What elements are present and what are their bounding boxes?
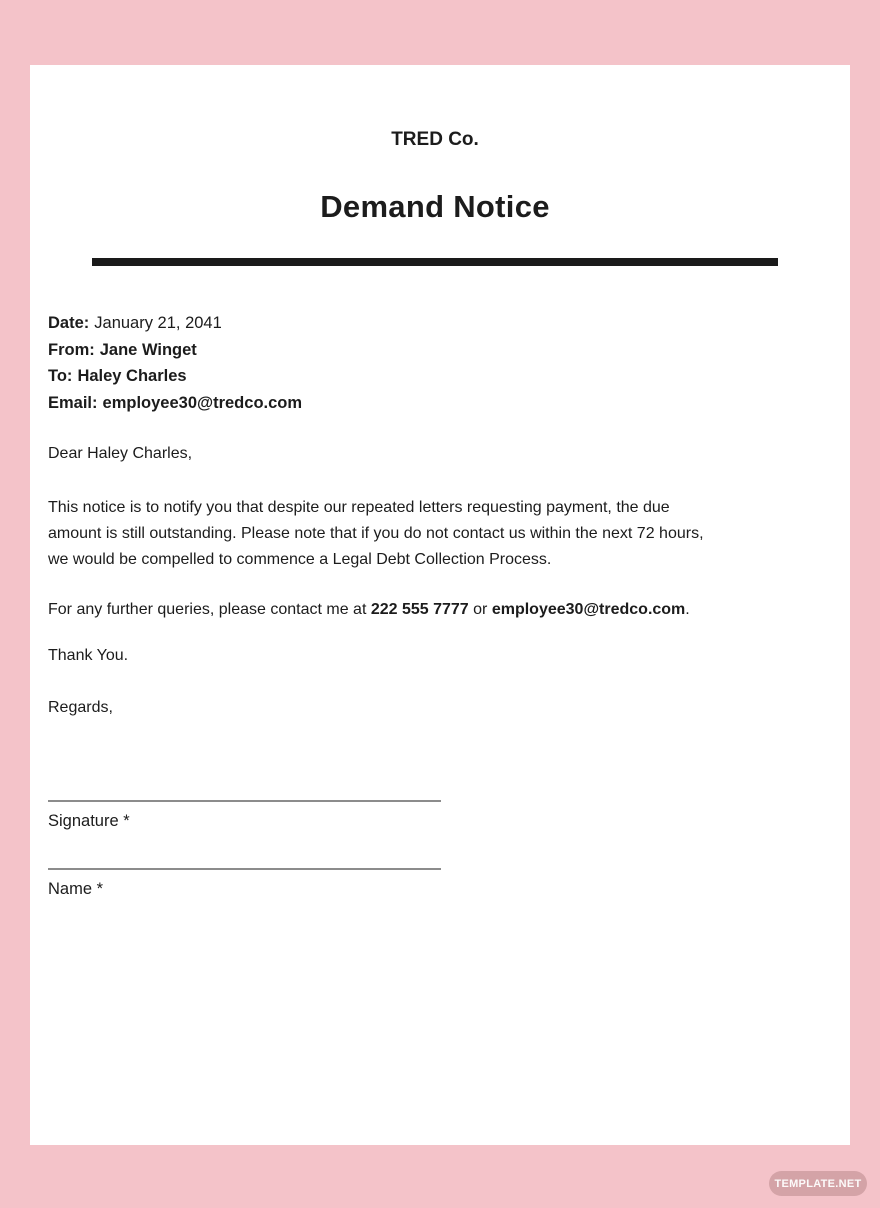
from-label: From: (48, 340, 95, 359)
contact-middle: or (468, 601, 492, 618)
email-label: Email: (48, 393, 98, 412)
salutation: Dear Haley Charles, (48, 445, 193, 462)
signature-line-field[interactable] (48, 800, 441, 802)
watermark-text: TEMPLATE.NET (774, 1177, 862, 1190)
signature-area (48, 800, 822, 834)
name-area (48, 868, 822, 902)
template-net-watermark-badge (769, 1171, 867, 1196)
contact-email: employee30@tredco.com (491, 601, 686, 618)
meta-date (48, 310, 822, 337)
date-value: January 21, 2041 (94, 314, 222, 332)
meta-email (48, 390, 822, 417)
header-rule-divider (92, 258, 778, 266)
contact-suffix: . (685, 601, 690, 618)
name-label: Name * (48, 880, 104, 898)
to-value: Haley Charles (77, 367, 187, 385)
meta-block (48, 310, 822, 416)
closing-text: Regards, (48, 699, 113, 716)
document-content (30, 65, 850, 902)
email-value: employee30@tredco.com (102, 393, 303, 412)
contact-prefix: For any further queries, please contact me at (48, 601, 371, 618)
thank-you-text: Thank You. (48, 647, 129, 664)
name-line-field[interactable] (48, 868, 441, 870)
to-label: To: (48, 367, 73, 385)
document-title: Demand Notice (320, 189, 550, 224)
body-paragraph-line: we would be compelled to commence a Legal Debt Collection Process. (48, 551, 552, 568)
contact-line (48, 597, 822, 623)
document-page (30, 65, 850, 1145)
meta-from (48, 337, 822, 364)
from-value: Jane Winget (99, 340, 197, 359)
company-name: TRED Co. (391, 129, 479, 150)
contact-phone: 222 555 7777 (370, 601, 469, 618)
body-paragraph-line: amount is still outstanding. Please note that if you do not contact us within the next 72 hours, (48, 525, 704, 542)
signature-label: Signature * (48, 812, 130, 830)
body-paragraph (48, 495, 822, 573)
body-paragraph-line: This notice is to notify you that despite our repeated letters requesting payment, the due (48, 499, 670, 516)
date-label: Date: (48, 314, 90, 332)
meta-to (48, 363, 822, 390)
